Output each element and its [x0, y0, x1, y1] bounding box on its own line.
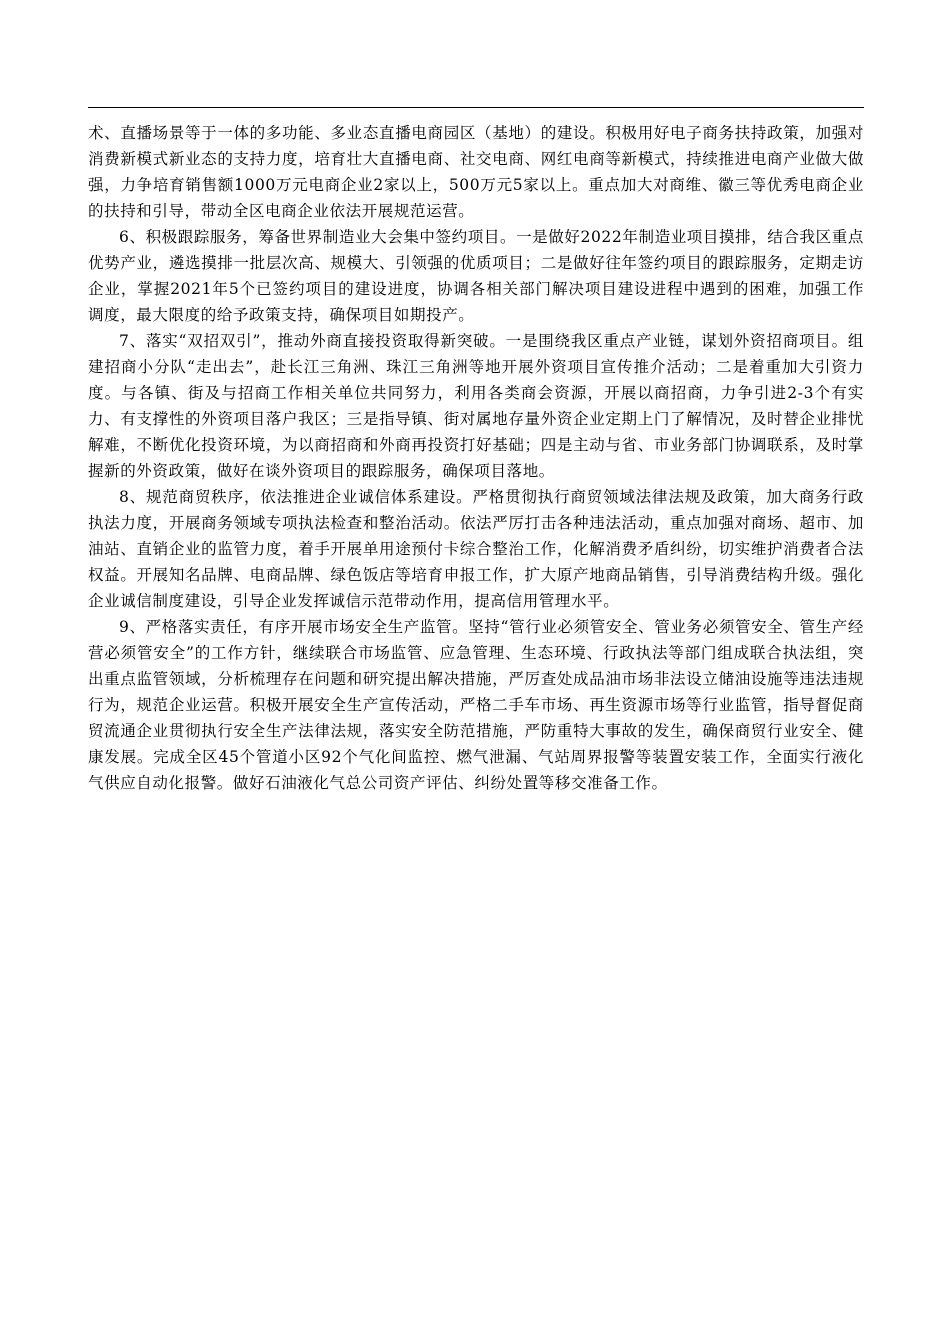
paragraph-item-7: 7、落实“双招双引”，推动外商直接投资取得新突破。一是围绕我区重点产业链，谋划外资招商项目。组建招商小分队“走出去”，赴长江三角洲、珠江三角洲等地开展外资项目宣传推介活动；二是着重加大引资力度。与各镇、街及与招商工作相关单位共同努力，利用各类商会资源，开展以商招商，力争引进2-3个有实力、有支撑性的外资项目落户我区；三是指导镇、街对属地存量外资企业定期上门了解情况，及时替企业排忧解难，不断优化投资环境，为以商招商和外商再投资打好基础；四是主动与省、市业务部门协调联系，及时掌握新的外资政策，做好在谈外资项目的跟踪服务，确保项目落地。 — [88, 332, 864, 480]
header-divider — [88, 107, 864, 108]
document-body — [88, 120, 864, 796]
paragraph-item-6: 6、积极跟踪服务，筹备世界制造业大会集中签约项目。一是做好2022年制造业项目摸排，结合我区重点优势产业，遴选摸排一批层次高、规模大、引领强的优质项目；二是做好往年签约项目的跟踪服务，定期走访企业，掌握2021年5个已签约项目的建设进度，协调各相关部门解决项目建设进程中遇到的困难，加强工作调度，最大限度的给予政策支持，确保项目如期投产。 — [88, 228, 864, 324]
paragraph-item-8: 8、规范商贸秩序，依法推进企业诚信体系建设。严格贯彻执行商贸领域法律法规及政策，加大商务行政执法力度，开展商务领域专项执法检查和整治活动。依法严厉打击各种违法活动，重点加强对商场、超市、加油站、直销企业的监管力度，着手开展单用途预付卡综合整治工作，化解消费矛盾纠纷，切实维护消费者合法权益。开展知名品牌、电商品牌、绿色饭店等培育申报工作，扩大原产地商品销售，引导消费结构升级。强化企业诚信制度建设，引导企业发挥诚信示范带动作用，提高信用管理水平。 — [88, 488, 864, 610]
paragraph-continuation: 术、直播场景等于一体的多功能、多业态直播电商园区（基地）的建设。积极用好电子商务扶持政策，加强对消费新模式新业态的支持力度，培育壮大直播电商、社交电商、网红电商等新模式，持续推进电商产业做大做强，力争培育销售额1000万元电商企业2家以上，500万元5家以上。重点加大对商维、徽三等优秀电商企业的扶持和引导，带动全区电商企业依法开展规范运营。 — [88, 124, 864, 220]
paragraph-item-9: 9、严格落实责任，有序开展市场安全生产监管。坚持“管行业必须管安全、管业务必须管安全、管生产经营必须管安全”的工作方针，继续联合市场监管、应急管理、生态环境、行政执法等部门组成联合执法组，突出重点监管领域，分析梳理存在问题和研究提出解决措施，严厉查处成品油市场非法设立储油设施等违法违规行为，规范企业运营。积极开展安全生产宣传活动，严格二手车市场、再生资源市场等行业监管，指导督促商贸流通企业贯彻执行安全生产法律法规，落实安全防范措施，严防重特大事故的发生，确保商贸行业安全、健康发展。完成全区45个管道小区92个气化间监控、燃气泄漏、气站周界报警等装置安装工作，全面实行液化气供应自动化报警。做好石油液化气总公司资产评估、纠纷处置等移交准备工作。 — [88, 618, 864, 792]
